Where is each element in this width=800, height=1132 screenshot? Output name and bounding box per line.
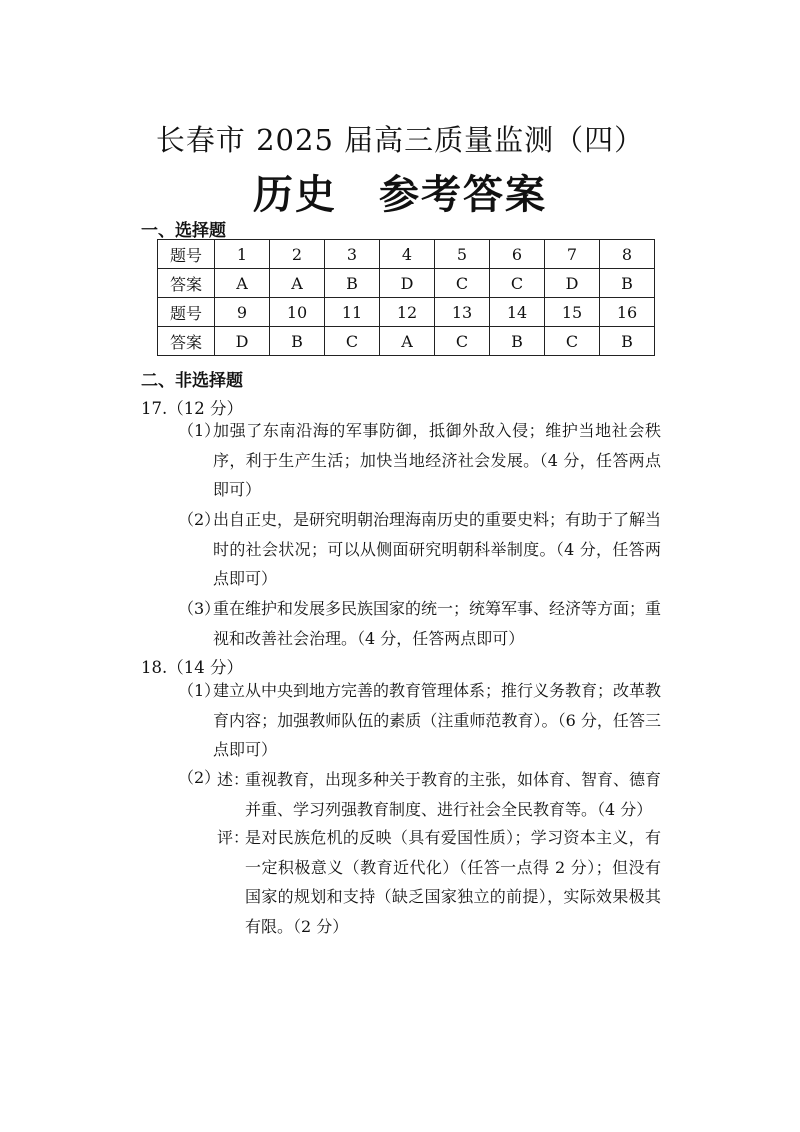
answer-text: 建立从中央到地方完善的教育管理体系；推行义务教育；改革教育内容；加强教师队伍的素质（注重师范教育）。（6 分，任答三点即可） (213, 681, 662, 759)
answer-text: 重视教育，出现多种关于教育的主张，如体育、智育、德育并重、学习列强教育制度、进行社会全民教育等。（4 分） (245, 770, 662, 819)
table-cell: 16 (600, 298, 655, 327)
section-heading-choice: 一、选择题 (141, 221, 226, 241)
table-row (158, 269, 655, 298)
item-label: （2） (178, 768, 221, 787)
table-cell: 14 (490, 298, 545, 327)
item-label: （3） (178, 599, 221, 618)
table-cell: 15 (545, 298, 600, 327)
table-cell: 4 (380, 240, 435, 269)
table-cell: A (270, 269, 325, 298)
table-cell: B (600, 269, 655, 298)
table-cell: 10 (270, 298, 325, 327)
sub-label-evaluate: 评： (217, 828, 250, 847)
table-cell: B (270, 327, 325, 356)
table-row (158, 240, 655, 269)
question-17-head: 17.（12 分） (141, 399, 243, 418)
table-cell: 8 (600, 240, 655, 269)
table-cell: D (545, 269, 600, 298)
table-cell: 5 (435, 240, 490, 269)
answer-text: 加强了东南沿海的军事防御，抵御外敌入侵；维护当地社会秩序，利于生产生活；加快当地经济社会发展。（4 分，任答两点即可） (213, 421, 661, 499)
table-cell: B (600, 327, 655, 356)
q18-answer-2-evaluate (217, 823, 661, 941)
table-cell: A (215, 269, 270, 298)
table-cell: C (490, 269, 545, 298)
table-cell: 7 (545, 240, 600, 269)
q18-answer-2-narrate (217, 765, 662, 824)
item-label: （1） (178, 681, 221, 700)
q18-answer-1 (178, 676, 662, 765)
question-18-head: 18.（14 分） (141, 658, 243, 677)
answer-text: 重在维护和发展多民族国家的统一；统筹军事、经济等方面；重视和改善社会治理。（4 分，任答两点即可） (213, 599, 662, 648)
document-title: 历史 参考答案 (253, 172, 547, 218)
table-cell: 13 (435, 298, 490, 327)
table-cell: 3 (325, 240, 380, 269)
table-cell: 11 (325, 298, 380, 327)
table-cell: B (490, 327, 545, 356)
table-cell: 6 (490, 240, 545, 269)
sub-label-narrate: 述： (217, 770, 250, 789)
section-heading-nonchoice: 二、非选择题 (141, 371, 243, 391)
q17-answer-3 (178, 594, 662, 653)
answer-text: 是对民族危机的反映（具有爱国性质）；学习资本主义，有一定积极意义（教育近代化）（任答一点得 2 分）；但没有国家的规划和支持（缺乏国家独立的前提），实际效果极其有限。（2 分） (245, 828, 661, 936)
answer-text: 出自正史，是研究明朝治理海南历史的重要史料；有助于了解当时的社会状况；可以从侧面研究明朝科举制度。（4 分，任答两点即可） (213, 510, 662, 588)
q17-answer-1 (178, 416, 661, 505)
table-cell: 1 (215, 240, 270, 269)
row-header-cell: 答案 (158, 269, 215, 298)
row-header-cell: 题号 (158, 298, 215, 327)
table-cell: 9 (215, 298, 270, 327)
table-cell: A (380, 327, 435, 356)
table-cell: C (545, 327, 600, 356)
table-cell: D (215, 327, 270, 356)
table-row (158, 298, 655, 327)
table-cell: C (325, 327, 380, 356)
table-cell: C (435, 269, 490, 298)
item-label: （1） (178, 421, 221, 440)
row-header-cell: 答案 (158, 327, 215, 356)
table-cell: 2 (270, 240, 325, 269)
exam-title: 长春市 2025 届高三质量监测（四） (155, 123, 645, 157)
row-header-cell: 题号 (158, 240, 215, 269)
answer-table (157, 239, 655, 356)
table-row (158, 327, 655, 356)
table-cell: 12 (380, 298, 435, 327)
table-cell: C (435, 327, 490, 356)
q17-answer-2 (178, 505, 662, 594)
table-cell: D (380, 269, 435, 298)
item-label: （2） (178, 510, 221, 529)
table-cell: B (325, 269, 380, 298)
